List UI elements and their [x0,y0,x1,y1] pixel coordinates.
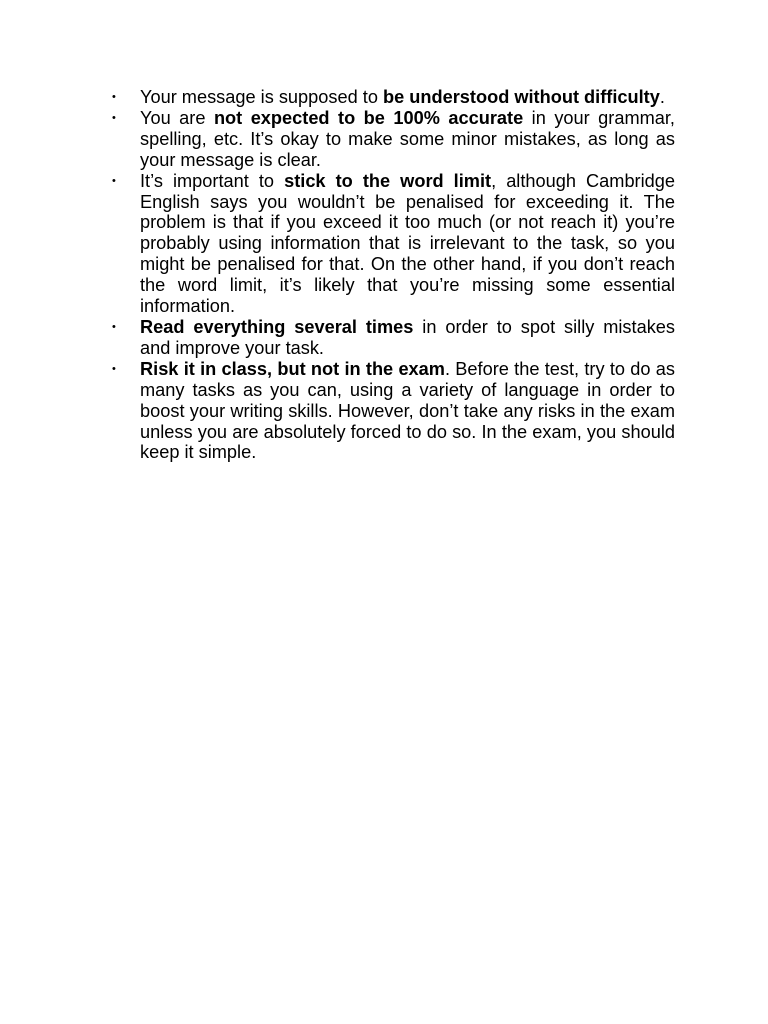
item-bold-segment: not expected to be 100% accurate [213,107,524,128]
item-bold-segment: be understood without difficulty [383,87,660,107]
item-text-segment: , although Cambridge English says you wouldn’t be penalised for exceeding it. The problem is that if you exceed it too much (or not reach it) you’re probably using information that is irrelevant to the task, so you might be penalised for that. On the other hand, if you don’t reach the word limit, it’s likely that you’re missing some essential information. [140,170,675,317]
bullet-icon: • [112,362,116,375]
list-item-text [140,317,675,358]
item-text-segment: . Before the test, try to do as many tasks as you can, using a variety of language in order to boost your writing skills. However, don’t take any risks in the exam unless you are absolutely forced to do so. In the exam, you should keep it simple. [140,358,675,463]
list-item-text [140,87,665,107]
item-bold-segment: stick to the word limit [284,170,492,191]
item-text-segment: Your message is supposed to [140,87,383,107]
bullet-list [112,87,675,463]
item-text-segment: in your grammar, spelling, etc. It’s okay to make some minor mistakes, as long as your message is clear. [140,107,675,170]
bullet-icon: • [112,111,116,124]
bullet-icon: • [112,91,116,103]
list-item [112,171,675,317]
item-bold-segment: Read everything several times [140,316,414,337]
item-text-segment: It’s important to [140,170,285,191]
bullet-icon: • [112,174,116,187]
item-bold-segment: Risk it in class, but not in the exam [140,358,445,379]
item-text-segment: in order to spot silly mistakes and improve your task. [140,316,676,358]
item-text-segment: . [659,87,665,107]
list-item [112,359,675,464]
item-text-segment: You are [140,107,214,128]
list-item-text [140,359,675,463]
list-item-text [140,171,675,316]
list-item-text [140,108,675,170]
list-item [112,317,675,359]
list-item [112,87,675,108]
list-item [112,108,675,171]
bullet-icon: • [112,320,116,333]
